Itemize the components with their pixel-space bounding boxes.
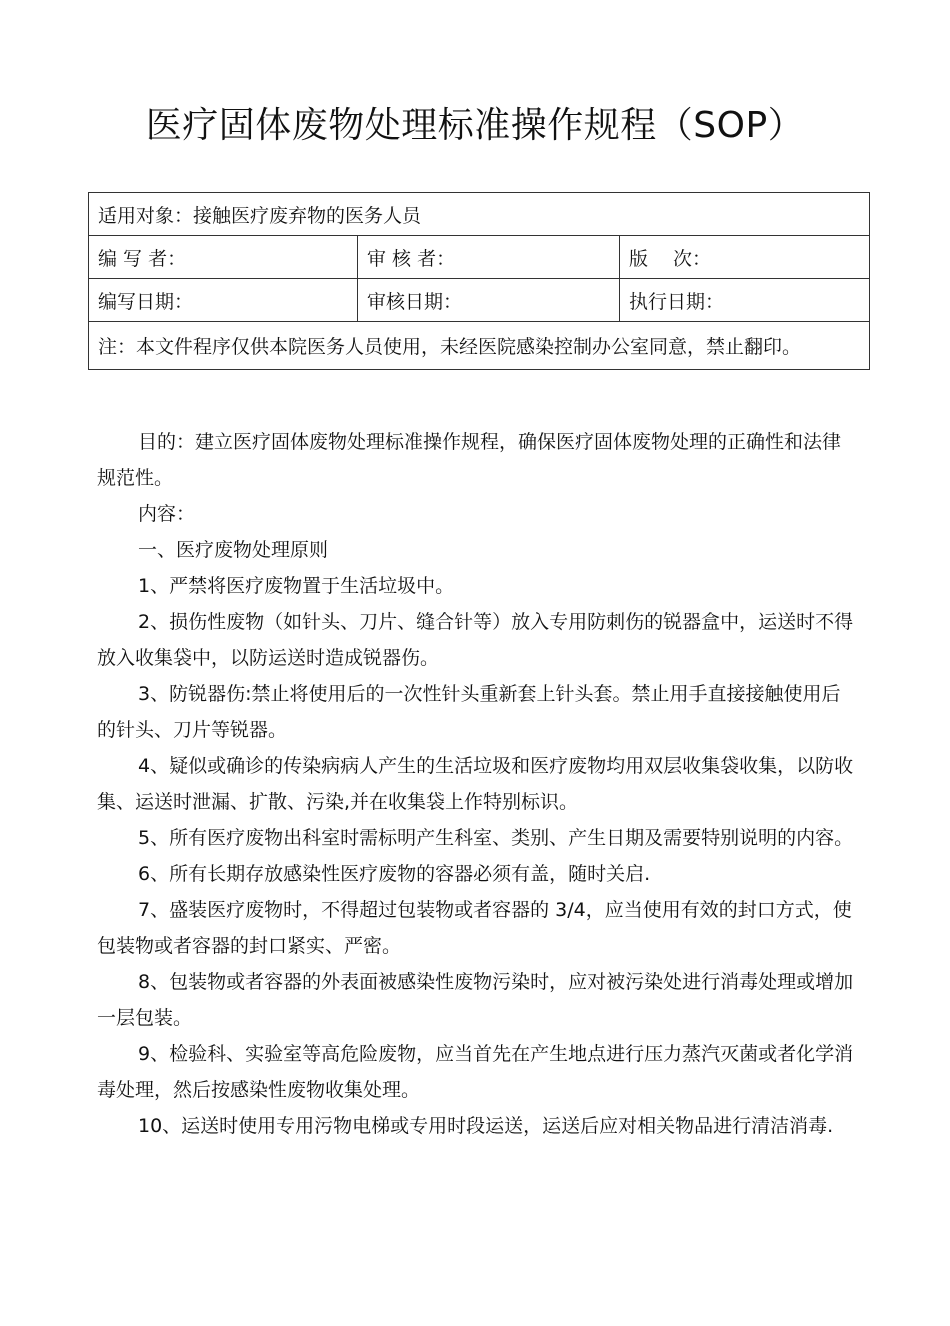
- applicable-cell: 适用对象：接触医疗废弃物的医务人员: [89, 193, 870, 236]
- list-item: 5、所有医疗废物出科室时需标明产生科室、类别、产生日期及需要特别说明的内容。: [138, 827, 854, 849]
- list-item: 3、防锐器伤:禁止将使用后的一次性针头重新套上针头套。禁止用手直接接触使用后的针头、刀片等锐器。: [97, 683, 841, 741]
- exec-date-cell: 执行日期：: [620, 279, 870, 322]
- version-cell: 版 次：: [620, 236, 870, 279]
- reviewer-cell: 审 核 者：: [358, 236, 620, 279]
- list-item: 9、检验科、实验室等高危险废物，应当首先在产生地点进行压力蒸汽灭菌或者化学消毒处理，然后按感染性废物收集处理。: [97, 1043, 854, 1101]
- section-heading: 一、医疗废物处理原则: [138, 539, 329, 561]
- content-label: 内容：: [138, 503, 196, 525]
- document-body: [97, 424, 857, 1144]
- info-row-note: [89, 322, 870, 370]
- info-row-applicable: [89, 193, 870, 236]
- list-item: 10、运送时使用专用污物电梯或专用时段运送，运送后应对相关物品进行清洁消毒.: [138, 1115, 834, 1137]
- list-item: 2、损伤性废物（如针头、刀片、缝合针等）放入专用防刺伤的锐器盒中，运送时不得放入收集袋中，以防运送时造成锐器伤。: [97, 611, 854, 669]
- info-row-roles: [89, 236, 870, 279]
- document-info-table: [88, 192, 870, 370]
- info-row-dates: [89, 279, 870, 322]
- purpose-paragraph: 目的：建立医疗固体废物处理标准操作规程，确保医疗固体废物处理的正确性和法律规范性。: [97, 431, 842, 489]
- list-item: 7、盛装医疗废物时，不得超过包装物或者容器的 3/4，应当使用有效的封口方式，使包装物或者容器的封口紧实、严密。: [97, 899, 852, 957]
- list-item: 6、所有长期存放感染性医疗废物的容器必须有盖，随时关启.: [138, 863, 651, 885]
- note-cell: 注：本文件程序仅供本院医务人员使用，未经医院感染控制办公室同意，禁止翻印。: [89, 322, 870, 370]
- author-date-cell: 编写日期：: [89, 279, 358, 322]
- document-title: 医疗固体废物处理标准操作规程（SOP）: [145, 105, 805, 146]
- list-item: 1、严禁将医疗废物置于生活垃圾中。: [138, 575, 455, 597]
- list-item: 4、疑似或确诊的传染病病人产生的生活垃圾和医疗废物均用双层收集袋收集，以防收集、运送时泄漏、扩散、污染,并在收集袋上作特别标识。: [97, 755, 854, 813]
- author-cell: 编 写 者：: [89, 236, 358, 279]
- list-item: 8、包装物或者容器的外表面被感染性废物污染时，应对被污染处进行消毒处理或增加一层包装。: [97, 971, 854, 1029]
- review-date-cell: 审核日期：: [358, 279, 620, 322]
